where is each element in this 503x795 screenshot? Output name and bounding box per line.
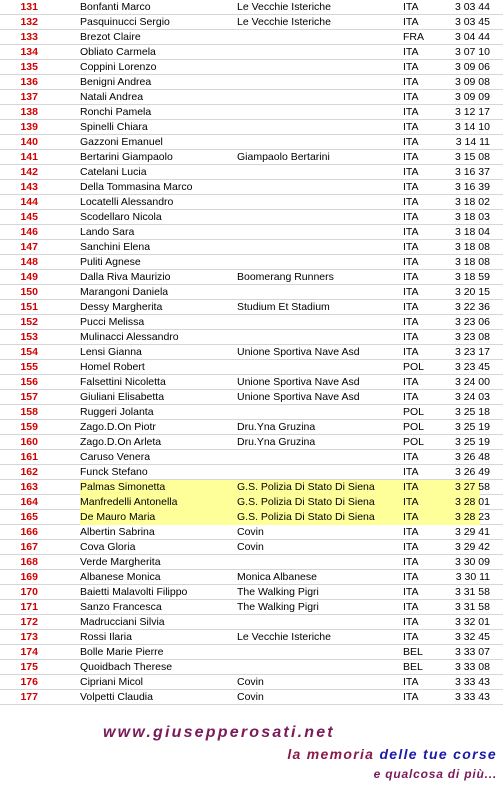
time-cell: 3 26 49 — [454, 466, 490, 478]
name-cell: Natali Andrea — [80, 91, 144, 103]
time-cell: 3 32 45 — [454, 631, 490, 643]
position-cell: 147 — [20, 241, 38, 253]
name-cell: Catelani Lucia — [80, 166, 147, 178]
name-cell: Palmas Simonetta — [80, 481, 166, 493]
position-cell: 135 — [20, 61, 38, 73]
nationality-cell: ITA — [403, 286, 419, 298]
position-cell: 165 — [20, 511, 38, 523]
name-cell: Puliti Agnese — [80, 256, 141, 268]
name-cell: Benigni Andrea — [80, 76, 152, 88]
position-cell: 146 — [20, 226, 38, 238]
time-cell: 3 23 17 — [454, 346, 490, 358]
table-row — [0, 375, 503, 390]
time-cell: 3 14 11 — [455, 136, 490, 148]
position-cell: 145 — [20, 211, 38, 223]
time-cell: 3 14 10 — [454, 121, 490, 133]
name-cell: Sanzo Francesca — [80, 601, 162, 613]
name-cell: Gazzoni Emanuel — [80, 136, 163, 148]
time-cell: 3 33 07 — [454, 646, 490, 658]
team-cell: Monica Albanese — [237, 571, 317, 583]
nationality-cell: ITA — [403, 136, 419, 148]
time-cell: 3 25 19 — [454, 436, 490, 448]
table-row — [0, 15, 503, 30]
time-cell: 3 18 59 — [454, 271, 490, 283]
time-cell: 3 28 23 — [454, 511, 490, 523]
time-cell: 3 07 10 — [454, 46, 490, 58]
position-cell: 153 — [20, 331, 38, 343]
name-cell: Brezot Claire — [80, 31, 141, 43]
nationality-cell: ITA — [403, 541, 419, 553]
team-cell: Unione Sportiva Nave Asd — [237, 376, 360, 388]
team-cell: The Walking Pigri — [237, 586, 319, 598]
table-row — [0, 540, 503, 555]
table-row — [0, 165, 503, 180]
table-row — [0, 0, 503, 15]
team-cell: Unione Sportiva Nave Asd — [237, 391, 360, 403]
position-cell: 160 — [20, 436, 38, 448]
table-row — [0, 120, 503, 135]
time-cell: 3 23 06 — [454, 316, 490, 328]
nationality-cell: ITA — [403, 481, 419, 493]
nationality-cell: BEL — [403, 661, 423, 673]
site-url-link[interactable]: www.giusepperosati.net — [103, 724, 335, 741]
table-row — [0, 660, 503, 675]
table-row — [0, 480, 503, 495]
name-cell: Volpetti Claudia — [80, 691, 153, 703]
table-row — [0, 135, 503, 150]
time-cell: 3 18 04 — [454, 226, 490, 238]
name-cell: Spinelli Chiara — [80, 121, 148, 133]
name-cell: Lando Sara — [80, 226, 135, 238]
name-cell: Caruso Venera — [80, 451, 151, 463]
table-row — [0, 690, 503, 705]
table-row — [0, 90, 503, 105]
table-row — [0, 585, 503, 600]
name-cell: De Mauro Maria — [80, 511, 156, 523]
position-cell: 134 — [20, 46, 38, 58]
table-row — [0, 615, 503, 630]
nationality-cell: ITA — [403, 61, 419, 73]
position-cell: 142 — [20, 166, 38, 178]
name-cell: Cipriani Micol — [80, 676, 144, 688]
position-cell: 133 — [20, 31, 38, 43]
name-cell: Pucci Melissa — [80, 316, 145, 328]
position-cell: 157 — [20, 391, 38, 403]
table-row — [0, 75, 503, 90]
name-cell: Falsettini Nicoletta — [80, 376, 166, 388]
team-cell: Boomerang Runners — [237, 271, 334, 283]
name-cell: Obliato Carmela — [80, 46, 156, 58]
site-footer — [0, 718, 503, 795]
nationality-cell: ITA — [403, 331, 419, 343]
table-row — [0, 600, 503, 615]
nationality-cell: FRA — [403, 31, 424, 43]
position-cell: 172 — [20, 616, 38, 628]
team-cell: Dru.Yna Gruzina — [237, 436, 316, 448]
nationality-cell: ITA — [403, 226, 419, 238]
name-cell: Lensi Gianna — [80, 346, 142, 358]
table-row — [0, 435, 503, 450]
team-cell: Studium Et Stadium — [237, 301, 330, 313]
table-row — [0, 555, 503, 570]
name-cell: Zago.D.On Piotr — [80, 421, 156, 433]
nationality-cell: ITA — [403, 391, 419, 403]
time-cell: 3 18 02 — [454, 196, 490, 208]
team-cell: Covin — [237, 691, 264, 703]
table-row — [0, 645, 503, 660]
table-row — [0, 150, 503, 165]
table-row — [0, 465, 503, 480]
time-cell: 3 25 19 — [454, 421, 490, 433]
position-cell: 171 — [20, 601, 38, 613]
time-cell: 3 18 08 — [454, 241, 490, 253]
position-cell: 169 — [20, 571, 38, 583]
position-cell: 164 — [20, 496, 38, 508]
time-cell: 3 20 15 — [454, 286, 490, 298]
time-cell: 3 12 17 — [454, 106, 490, 118]
name-cell: Coppini Lorenzo — [80, 61, 157, 73]
name-cell: Ruggeri Jolanta — [80, 406, 154, 418]
table-row — [0, 345, 503, 360]
nationality-cell: POL — [403, 361, 425, 373]
time-cell: 3 09 06 — [454, 61, 490, 73]
name-cell: Mulinacci Alessandro — [80, 331, 179, 343]
name-cell: Rossi Ilaria — [80, 631, 132, 643]
nationality-cell: ITA — [403, 301, 419, 313]
time-cell: 3 03 45 — [454, 16, 490, 28]
team-cell: Covin — [237, 541, 264, 553]
time-cell: 3 33 43 — [454, 691, 490, 703]
nationality-cell: ITA — [403, 76, 419, 88]
time-cell: 3 03 44 — [454, 1, 490, 13]
name-cell: Della Tommasina Marco — [80, 181, 193, 193]
nationality-cell: ITA — [403, 586, 419, 598]
slogan-part1: la memoria — [287, 746, 375, 762]
table-row — [0, 270, 503, 285]
name-cell: Baietti Malavolti Filippo — [80, 586, 188, 598]
position-cell: 156 — [20, 376, 38, 388]
time-cell: 3 33 08 — [454, 661, 490, 673]
name-cell: Madrucciani Silvia — [80, 616, 165, 628]
nationality-cell: ITA — [403, 166, 419, 178]
nationality-cell: POL — [403, 421, 425, 433]
table-row — [0, 315, 503, 330]
position-cell: 151 — [20, 301, 38, 313]
nationality-cell: ITA — [403, 691, 419, 703]
nationality-cell: ITA — [403, 601, 419, 613]
nationality-cell: ITA — [403, 571, 419, 583]
position-cell: 162 — [20, 466, 38, 478]
time-cell: 3 22 36 — [454, 301, 490, 313]
time-cell: 3 15 08 — [454, 151, 490, 163]
position-cell: 177 — [20, 691, 38, 703]
nationality-cell: ITA — [403, 91, 419, 103]
team-cell: Covin — [237, 526, 264, 538]
nationality-cell: ITA — [403, 451, 419, 463]
table-row — [0, 105, 503, 120]
position-cell: 170 — [20, 586, 38, 598]
name-cell: Verde Margherita — [80, 556, 161, 568]
position-cell: 149 — [20, 271, 38, 283]
nationality-cell: ITA — [403, 271, 419, 283]
nationality-cell: ITA — [403, 556, 419, 568]
name-cell: Pasquinucci Sergio — [80, 16, 170, 28]
table-row — [0, 60, 503, 75]
table-row — [0, 285, 503, 300]
table-row — [0, 570, 503, 585]
nationality-cell: ITA — [403, 241, 419, 253]
table-row — [0, 675, 503, 690]
time-cell: 3 16 37 — [454, 166, 490, 178]
nationality-cell: ITA — [403, 256, 419, 268]
time-cell: 3 29 41 — [454, 526, 490, 538]
name-cell: Dessy Margherita — [80, 301, 163, 313]
position-cell: 139 — [20, 121, 38, 133]
nationality-cell: ITA — [403, 211, 419, 223]
position-cell: 136 — [20, 76, 38, 88]
table-row — [0, 30, 503, 45]
table-row — [0, 405, 503, 420]
position-cell: 161 — [20, 451, 38, 463]
time-cell: 3 31 58 — [454, 586, 490, 598]
time-cell: 3 24 00 — [454, 376, 490, 388]
name-cell: Albanese Monica — [80, 571, 161, 583]
table-row — [0, 195, 503, 210]
table-row — [0, 330, 503, 345]
team-cell: Le Vecchie Isteriche — [237, 16, 331, 28]
nationality-cell: POL — [403, 406, 425, 418]
name-cell: Cova Gloria — [80, 541, 136, 553]
name-cell: Scodellaro Nicola — [80, 211, 162, 223]
table-row — [0, 45, 503, 60]
position-cell: 158 — [20, 406, 38, 418]
table-row — [0, 240, 503, 255]
name-cell: Albertin Sabrina — [80, 526, 155, 538]
position-cell: 175 — [20, 661, 38, 673]
team-cell: Le Vecchie Isteriche — [237, 631, 331, 643]
name-cell: Sanchini Elena — [80, 241, 151, 253]
name-cell: Dalla Riva Maurizio — [80, 271, 171, 283]
name-cell: Bertarini Giampaolo — [80, 151, 173, 163]
team-cell: Unione Sportiva Nave Asd — [237, 346, 360, 358]
name-cell: Giuliani Elisabetta — [80, 391, 165, 403]
time-cell: 3 23 08 — [454, 331, 490, 343]
position-cell: 143 — [20, 181, 38, 193]
time-cell: 3 24 03 — [454, 391, 490, 403]
table-row — [0, 630, 503, 645]
time-cell: 3 18 03 — [454, 211, 490, 223]
position-cell: 155 — [20, 361, 38, 373]
time-cell: 3 09 08 — [454, 76, 490, 88]
position-cell: 154 — [20, 346, 38, 358]
time-cell: 3 09 09 — [454, 91, 490, 103]
nationality-cell: ITA — [403, 631, 419, 643]
position-cell: 141 — [20, 151, 38, 163]
tagline: e qualcosa di più... — [373, 767, 497, 781]
position-cell: 150 — [20, 286, 38, 298]
position-cell: 131 — [20, 1, 38, 13]
table-row — [0, 420, 503, 435]
time-cell: 3 31 58 — [454, 601, 490, 613]
name-cell: Homel Robert — [80, 361, 145, 373]
name-cell: Funck Stefano — [80, 466, 148, 478]
position-cell: 148 — [20, 256, 38, 268]
name-cell: Manfredelli Antonella — [80, 496, 178, 508]
nationality-cell: ITA — [403, 676, 419, 688]
table-row — [0, 300, 503, 315]
time-cell: 3 04 44 — [454, 31, 490, 43]
time-cell: 3 29 42 — [454, 541, 490, 553]
nationality-cell: ITA — [403, 526, 419, 538]
position-cell: 176 — [20, 676, 38, 688]
time-cell: 3 16 39 — [454, 181, 490, 193]
nationality-cell: ITA — [403, 346, 419, 358]
nationality-cell: ITA — [403, 511, 419, 523]
position-cell: 132 — [20, 16, 38, 28]
time-cell: 3 32 01 — [454, 616, 490, 628]
time-cell: 3 27 58 — [454, 481, 490, 493]
table-row — [0, 510, 503, 525]
table-row — [0, 495, 503, 510]
name-cell: Bolle Marie Pierre — [80, 646, 164, 658]
time-cell: 3 23 45 — [454, 361, 490, 373]
nationality-cell: ITA — [403, 376, 419, 388]
name-cell: Locatelli Alessandro — [80, 196, 174, 208]
position-cell: 159 — [20, 421, 38, 433]
slogan-part2: delle tue corse — [379, 746, 497, 762]
position-cell: 168 — [20, 556, 38, 568]
position-cell: 173 — [20, 631, 38, 643]
position-cell: 166 — [20, 526, 38, 538]
table-row — [0, 210, 503, 225]
position-cell: 163 — [20, 481, 38, 493]
time-cell: 3 25 18 — [454, 406, 490, 418]
nationality-cell: BEL — [403, 646, 423, 658]
position-cell: 167 — [20, 541, 38, 553]
team-cell: G.S. Polizia Di Stato Di Siena — [237, 496, 375, 508]
table-row — [0, 525, 503, 540]
name-cell: Ronchi Pamela — [80, 106, 152, 118]
team-cell: Giampaolo Bertarini — [237, 151, 330, 163]
team-cell: G.S. Polizia Di Stato Di Siena — [237, 511, 375, 523]
nationality-cell: ITA — [403, 151, 419, 163]
time-cell: 3 30 11 — [455, 571, 490, 583]
team-cell: Dru.Yna Gruzina — [237, 421, 316, 433]
slogan — [287, 746, 497, 762]
time-cell: 3 30 09 — [454, 556, 490, 568]
position-cell: 138 — [20, 106, 38, 118]
team-cell: The Walking Pigri — [237, 601, 319, 613]
position-cell: 174 — [20, 646, 38, 658]
table-row — [0, 450, 503, 465]
nationality-cell: ITA — [403, 496, 419, 508]
table-row — [0, 225, 503, 240]
time-cell: 3 26 48 — [454, 451, 490, 463]
nationality-cell: ITA — [403, 616, 419, 628]
position-cell: 137 — [20, 91, 38, 103]
position-cell: 144 — [20, 196, 38, 208]
nationality-cell: POL — [403, 436, 425, 448]
table-row — [0, 255, 503, 270]
time-cell: 3 33 43 — [454, 676, 490, 688]
table-row — [0, 180, 503, 195]
nationality-cell: ITA — [403, 316, 419, 328]
table-row — [0, 390, 503, 405]
nationality-cell: ITA — [403, 121, 419, 133]
team-cell: G.S. Polizia Di Stato Di Siena — [237, 481, 375, 493]
nationality-cell: ITA — [403, 466, 419, 478]
nationality-cell: ITA — [403, 16, 419, 28]
table-row — [0, 360, 503, 375]
team-cell: Le Vecchie Isteriche — [237, 1, 331, 13]
time-cell: 3 18 08 — [454, 256, 490, 268]
name-cell: Marangoni Daniela — [80, 286, 169, 298]
time-cell: 3 28 01 — [454, 496, 490, 508]
nationality-cell: ITA — [403, 1, 419, 13]
position-cell: 140 — [20, 136, 38, 148]
position-cell: 152 — [20, 316, 38, 328]
name-cell: Zago.D.On Arleta — [80, 436, 162, 448]
nationality-cell: ITA — [403, 181, 419, 193]
nationality-cell: ITA — [403, 106, 419, 118]
nationality-cell: ITA — [403, 196, 419, 208]
name-cell: Bonfanti Marco — [80, 1, 151, 13]
team-cell: Covin — [237, 676, 264, 688]
nationality-cell: ITA — [403, 46, 419, 58]
name-cell: Quoidbach Therese — [80, 661, 173, 673]
